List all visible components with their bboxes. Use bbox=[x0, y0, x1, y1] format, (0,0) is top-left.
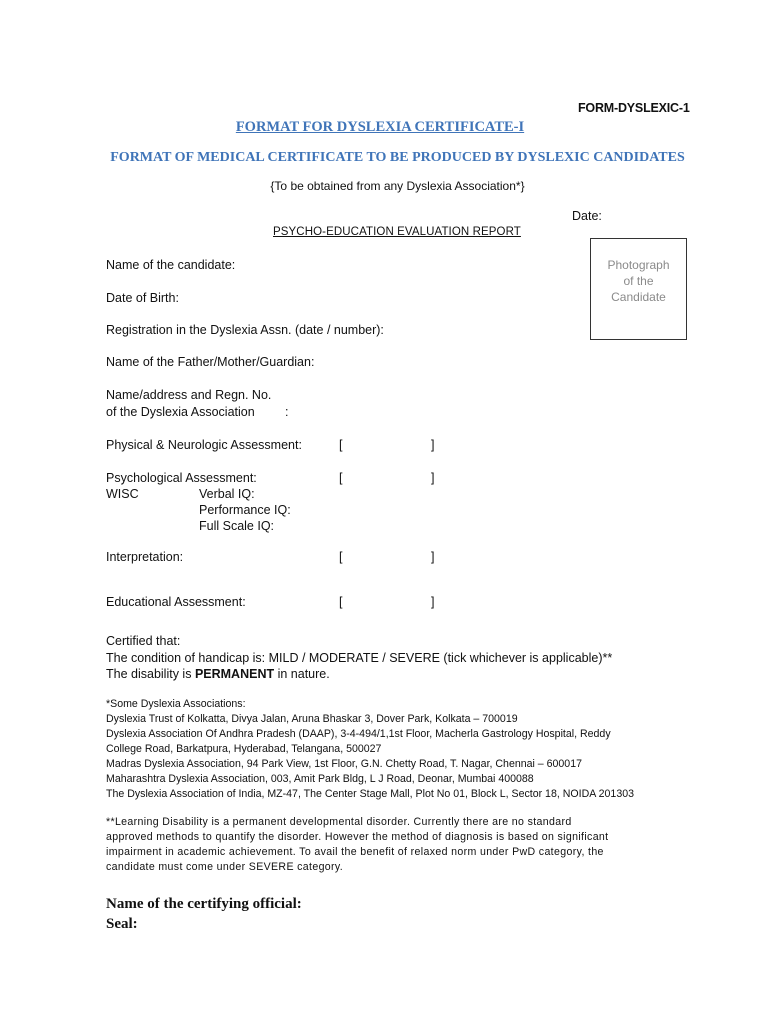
seal-label: Seal: bbox=[106, 916, 138, 932]
educational-assessment-label: Educational Assessment: bbox=[106, 595, 246, 609]
physical-bracket-open: [ bbox=[339, 438, 343, 452]
association-line: Dyslexia Association Of Andhra Pradesh (DAAP), 3-4-494/1,1st Floor, Macherla Gastrology Hospital, Reddy bbox=[106, 728, 611, 740]
registration-label: Registration in the Dyslexia Assn. (date / number): bbox=[106, 323, 384, 337]
association-label-line1: Name/address and Regn. No. bbox=[106, 388, 272, 402]
certified-line1: Certified that: bbox=[106, 634, 181, 648]
physical-bracket-close: ] bbox=[431, 438, 435, 452]
certified-line2: The condition of handicap is: MILD / MODERATE / SEVERE (tick whichever is applicable)** bbox=[106, 651, 613, 665]
certified-line3-post: in nature. bbox=[274, 667, 330, 681]
physical-assessment-label: Physical & Neurologic Assessment: bbox=[106, 438, 302, 452]
page-subtitle-text: FORMAT OF MEDICAL CERTIFICATE TO BE PRODUCED BY DYSLEXIC CANDIDATES bbox=[110, 150, 685, 165]
obtain-note-text: {To be obtained from any Dyslexia Association*} bbox=[270, 179, 525, 193]
footnote-line: **Learning Disability is a permanent developmental disorder. Currently there are no standard bbox=[106, 816, 572, 828]
psychological-bracket-open: [ bbox=[339, 471, 343, 485]
footnote-line: approved methods to quantify the disorder. However the method of diagnosis is based on significant bbox=[106, 831, 609, 843]
association-line: College Road, Barkatpura, Hyderabad, Telangana, 500027 bbox=[106, 743, 382, 755]
association-label-line2: of the Dyslexia Association bbox=[106, 405, 255, 419]
guardian-label: Name of the Father/Mother/Guardian: bbox=[106, 355, 315, 369]
educational-bracket-open: [ bbox=[339, 595, 343, 609]
dob-label: Date of Birth: bbox=[106, 291, 179, 305]
photo-box bbox=[590, 238, 687, 340]
performance-iq-label: Performance IQ: bbox=[199, 503, 291, 517]
educational-bracket-close: ] bbox=[431, 595, 435, 609]
wisc-label: WISC bbox=[106, 487, 139, 501]
page-title-text: FORMAT FOR DYSLEXIA CERTIFICATE-I bbox=[235, 119, 525, 135]
psychological-bracket-close: ] bbox=[431, 471, 435, 485]
obtain-note bbox=[0, 179, 770, 193]
association-line: Maharashtra Dyslexia Association, 003, Amit Park Bldg, L J Road, Deonar, Mumbai 400088 bbox=[106, 773, 534, 785]
footnote-line: impairment in academic achievement. To avail the benefit of relaxed norm under PwD category, the bbox=[106, 846, 604, 858]
association-line: Dyslexia Trust of Kolkatta, Divya Jalan, Aruna Bhaskar 3, Dover Park, Kolkata – 700019 bbox=[106, 713, 518, 725]
page-subtitle bbox=[0, 148, 770, 166]
photo-placeholder: Photograph of the Candidate bbox=[607, 258, 670, 304]
associations-heading: *Some Dyslexia Associations: bbox=[106, 698, 246, 710]
association-line: Madras Dyslexia Association, 94 Park View, 1st Floor, G.N. Chetty Road, T. Nagar, Chennai – 600017 bbox=[106, 758, 582, 770]
full-scale-iq-label: Full Scale IQ: bbox=[199, 519, 275, 533]
association-colon: : bbox=[285, 405, 289, 419]
interpretation-bracket-close: ] bbox=[431, 550, 435, 564]
psychological-assessment-label: Psychological Assessment: bbox=[106, 471, 257, 485]
footnote-line: candidate must come under SEVERE category. bbox=[106, 861, 344, 873]
certified-line3-pre: The disability is bbox=[106, 667, 195, 681]
verbal-iq-label: Verbal IQ: bbox=[199, 487, 255, 501]
association-line: The Dyslexia Association of India, MZ-47, The Center Stage Mall, Plot No 01, Block L, Sector 18, NOIDA 201303 bbox=[106, 788, 634, 800]
report-title: PSYCHO-EDUCATION EVALUATION REPORT bbox=[273, 226, 521, 238]
page-title bbox=[0, 118, 770, 136]
date-label: Date: bbox=[572, 209, 602, 223]
candidate-name-label: Name of the candidate: bbox=[106, 258, 236, 272]
interpretation-bracket-open: [ bbox=[339, 550, 343, 564]
form-code: FORM-DYSLEXIC-1 bbox=[578, 101, 690, 115]
certifying-official-label: Name of the certifying official: bbox=[106, 896, 302, 912]
certified-line3 bbox=[106, 667, 330, 681]
interpretation-label: Interpretation: bbox=[106, 550, 184, 564]
permanent-emphasis: PERMANENT bbox=[194, 667, 275, 681]
